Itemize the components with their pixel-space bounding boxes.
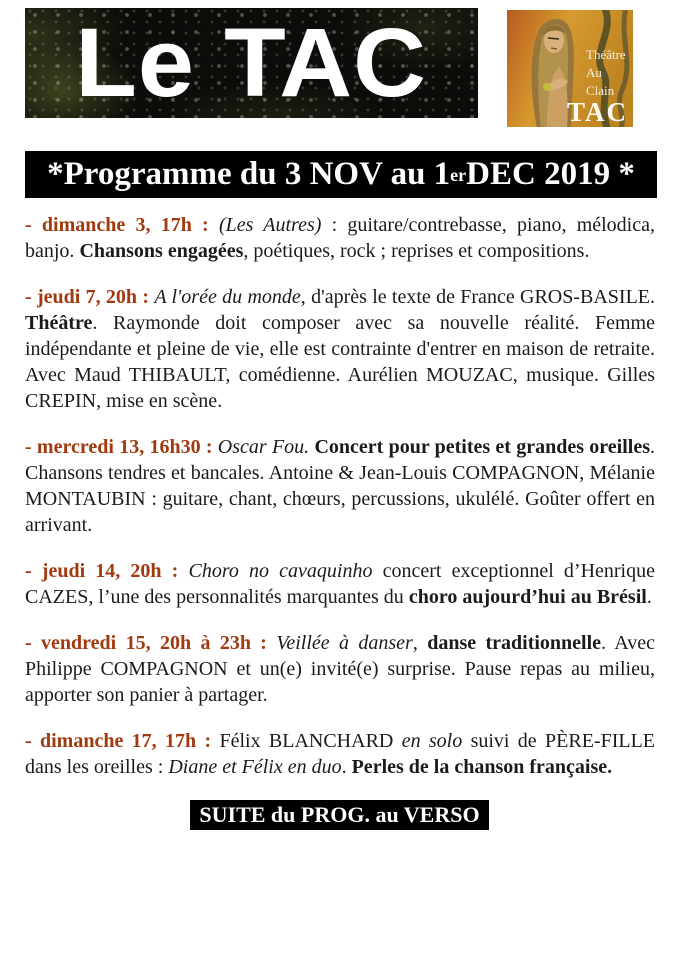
event-text-normal: suivi de PÈRE-FILLE dans les oreilles : — [25, 730, 656, 778]
le-tac-banner — [25, 8, 478, 118]
event-text-normal: . Avec Philippe COMPAGNON et un(e) invité(e) surprise. Pause repas au milieu, apporter son panier à partager. — [25, 632, 656, 706]
event-text-italic: Choro no cavaquinho — [188, 560, 373, 582]
logo-text-tac: TAC — [567, 97, 629, 127]
event-text-normal: . — [646, 586, 652, 608]
event-paragraph — [25, 728, 655, 780]
event-text-bold: Perles de la chanson française. — [351, 756, 613, 778]
event-text-italic: Oscar Fou. — [217, 436, 310, 458]
event-text-bold: Théâtre — [25, 312, 93, 334]
event-text-normal: , — [412, 632, 428, 654]
event-date: - jeudi 14, 20h : — [25, 560, 189, 582]
event-text-normal: . Raymonde doit composer avec sa nouvelle réalité. Femme indépendante et pleine de vie, elle est contrainte d'entrer en maison de retraite. Avec Maud THIBAULT, comédienne. Aurélien MOUZAC, musique. Gilles CREPIN, mise en scène. — [25, 312, 655, 412]
event-text-bold: danse traditionnelle — [427, 632, 602, 654]
event-text-normal: : guitare/contrebasse, piano, mélodica, banjo. — [25, 214, 655, 262]
event-paragraph — [25, 284, 655, 414]
event-paragraph — [25, 212, 655, 264]
programme-title-bar: *Programme du 3 NOV au 1 er DEC 2019 * — [25, 151, 657, 198]
event-date: - mercredi 13, 16h30 : — [25, 436, 218, 458]
programme-title-text: *Programme du 3 NOV au 1 — [47, 156, 451, 192]
event-text-italic: Veillée à danser — [276, 632, 413, 654]
banner-title: Le TAC — [75, 8, 428, 117]
header — [0, 8, 679, 129]
event-text-bold: Concert pour petites et grandes oreilles — [314, 436, 650, 458]
event-text-normal: , d'après le texte de France GROS-BASILE. — [300, 286, 656, 308]
event-text-normal: . — [341, 756, 352, 778]
programme-title-suffix: DEC 2019 * — [466, 156, 635, 192]
event-text-italic: (Les Autres) — [218, 214, 322, 236]
event-paragraph — [25, 558, 655, 610]
event-text-italic: A l'orée du monde — [154, 286, 301, 308]
event-text-normal: concert exceptionnel d’Henrique CAZES, l’une des personnalités marquantes du — [25, 560, 655, 608]
logo-woman-artwork — [507, 10, 633, 127]
event-paragraph — [25, 630, 655, 708]
event-text-normal: , poétiques, rock ; reprises et compositions. — [243, 240, 590, 262]
logo-text-au: Au — [586, 65, 602, 80]
event-text-bold: choro aujourd’hui au Brésil — [408, 586, 647, 608]
event-date: - dimanche 3, 17h : — [25, 214, 219, 236]
event-text-normal: . Chansons tendres et bancales. Antoine & Jean-Louis COMPAGNON, Mélanie MONTAUBIN : guitare, chant, chœurs, percussions, ukulélé. Goûter offert en arrivant. — [25, 436, 655, 536]
tac-logo — [507, 10, 633, 127]
event-date: - jeudi 7, 20h : — [25, 286, 155, 308]
event-text-italic: en solo — [401, 730, 463, 752]
events-list — [25, 212, 655, 780]
footer — [0, 800, 679, 830]
event-text-italic: Diane et Félix en duo — [168, 756, 342, 778]
event-date: - dimanche 17, 17h : — [25, 730, 220, 752]
event-date: - vendredi 15, 20h à 23h : — [25, 632, 277, 654]
event-text-bold: Chansons engagées — [79, 240, 244, 262]
event-text-normal: Félix BLANCHARD — [219, 730, 402, 752]
logo-text-clain: Clain — [586, 83, 615, 98]
verso-note: SUITE du PROG. au VERSO — [190, 800, 488, 830]
event-paragraph — [25, 434, 655, 538]
logo-text-theatre: Théâtre — [586, 47, 626, 62]
